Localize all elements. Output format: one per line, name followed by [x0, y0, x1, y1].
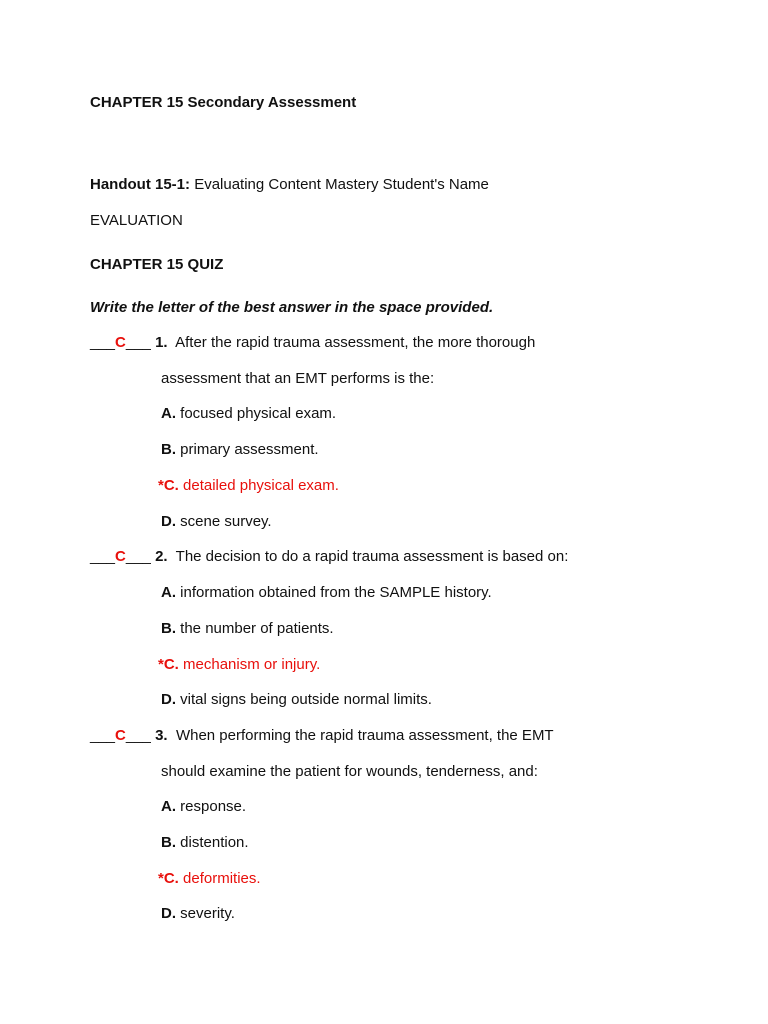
question-3-stem-line-2: should examine the patient for wounds, tenderness, and:	[161, 763, 538, 780]
option	[161, 620, 334, 638]
answer-blank-prefix: ___	[90, 334, 116, 351]
option-text: scene survey.	[180, 513, 272, 530]
question-2-stem-line-1	[90, 548, 568, 566]
option-text: focused physical exam.	[180, 405, 337, 422]
option-letter: D.	[161, 691, 176, 708]
option-text: severity.	[180, 905, 235, 922]
answer-blank-suffix: ___	[125, 334, 151, 351]
chapter-title: CHAPTER 15 Secondary Assessment	[90, 94, 357, 111]
option-letter: D.	[161, 513, 176, 530]
question-stem: When performing the rapid trauma assessment, the EMT	[175, 727, 554, 744]
answer-blank-letter: C	[115, 727, 126, 744]
option	[161, 584, 492, 602]
option-letter: A.	[161, 584, 176, 601]
option-text: distention.	[180, 834, 249, 851]
option-letter: *C.	[158, 656, 179, 673]
option-text: primary assessment.	[180, 441, 319, 458]
correct-option	[158, 477, 339, 495]
question-stem: After the rapid trauma assessment, the more thorough	[175, 334, 536, 351]
option-letter: D.	[161, 905, 176, 922]
answer-blank-letter: C	[115, 334, 126, 351]
option	[161, 405, 336, 423]
question-number: 3.	[155, 727, 168, 744]
option-letter: *C.	[158, 870, 179, 887]
question-1-stem-line-2: assessment that an EMT performs is the:	[161, 370, 435, 387]
answer-blank-letter: C	[115, 548, 126, 565]
handout-text: Evaluating Content Mastery Student's Name	[194, 176, 489, 193]
option	[161, 798, 246, 816]
option-text: information obtained from the SAMPLE history.	[180, 584, 492, 601]
option	[161, 513, 272, 531]
option-text: mechanism or injury.	[183, 656, 321, 673]
correct-option	[158, 656, 320, 674]
option-letter: A.	[161, 405, 176, 422]
option-text: detailed physical exam.	[183, 477, 339, 494]
option-letter: B.	[161, 441, 176, 458]
option	[161, 691, 432, 709]
handout-line	[90, 176, 489, 194]
option-letter: B.	[161, 620, 176, 637]
option-text: deformities.	[183, 870, 261, 887]
question-stem: The decision to do a rapid trauma assessment is based on:	[175, 548, 569, 565]
correct-option	[158, 870, 261, 888]
option	[161, 441, 319, 459]
option	[161, 905, 235, 923]
question-number: 2.	[155, 548, 168, 565]
question-number: 1.	[155, 334, 168, 351]
option-text: the number of patients.	[180, 620, 334, 637]
option-letter: A.	[161, 798, 176, 815]
question-1-stem-line-1	[90, 334, 535, 352]
quiz-heading: CHAPTER 15 QUIZ	[90, 256, 224, 273]
option-letter: *C.	[158, 477, 179, 494]
answer-blank-prefix: ___	[90, 727, 116, 744]
option-letter: B.	[161, 834, 176, 851]
answer-blank-suffix: ___	[125, 548, 151, 565]
instructions: Write the letter of the best answer in the space provided.	[90, 299, 494, 316]
evaluation-heading: EVALUATION	[90, 212, 183, 229]
option-text: response.	[180, 798, 247, 815]
answer-blank-suffix: ___	[125, 727, 151, 744]
option	[161, 834, 249, 852]
handout-label: Handout 15-1:	[90, 176, 191, 193]
question-3-stem-line-1	[90, 727, 554, 745]
option-text: vital signs being outside normal limits.	[180, 691, 432, 708]
answer-blank-prefix: ___	[90, 548, 116, 565]
